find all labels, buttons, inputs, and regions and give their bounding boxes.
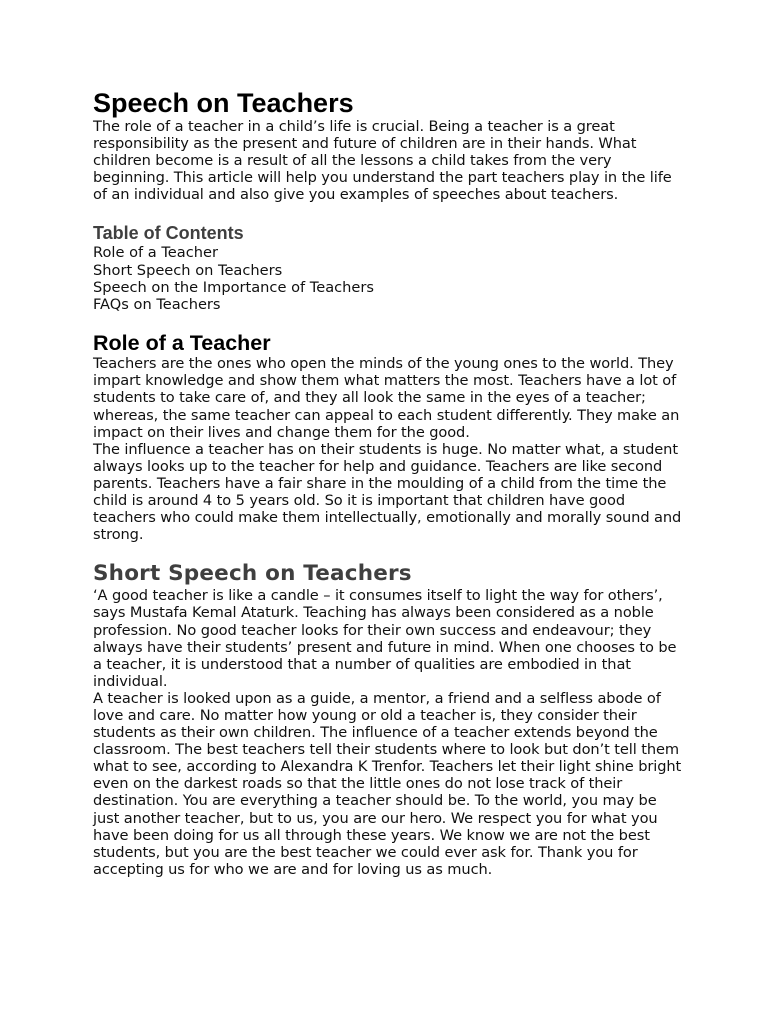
role-paragraph-2: The influence a teacher has on their students is huge. No matter what, a student always looks up to the teacher for help and guidance. Teachers are like second parents. Teachers have a fair share in the moulding of a child from the time the child is around 4 to 5 years old. So it is important that children have good teachers who could make them intellectually, emotionally and morally sound and strong. — [93, 440, 682, 544]
toc-item-short-speech[interactable]: Short Speech on Teachers — [93, 261, 283, 279]
section-heading-short-speech: Short Speech on Teachers — [93, 561, 412, 587]
role-paragraph-1: Teachers are the ones who open the minds of the young ones to the world. They impart knowledge and show them what matters the most. Teachers have a lot of students to take care of, and they all look the same in the eyes of a teacher; whereas, the same teacher can appeal to each student differently. They make an impact on their lives and change them for the good. — [93, 355, 680, 441]
short-speech-paragraph-2: A teacher is looked upon as a guide, a mentor, a friend and a selfless abode of love and care. No matter how young or old a teacher is, they consider their students as their own children. The influence of a teacher extends beyond the classroom. The best teachers tell their students where to look but don’t tell them what to see, according to Alexandra K Trenfor. Teachers let their light shine bright even on the darkest roads so that the little ones do not lose track of their destination. You are everything a teacher should be. To the world, you may be just another teacher, but to us, you are our hero. We respect you for what you have been doing for us all through these years. We know we are not the best students, but you are the best teacher we could ever ask for. Thank you for accepting us for who we are and for loving us as much. — [93, 689, 682, 878]
page-title: Speech on Teachers — [93, 88, 354, 118]
toc-item-faqs[interactable]: FAQs on Teachers — [93, 296, 221, 314]
section-heading-role: Role of a Teacher — [93, 331, 271, 356]
intro-paragraph: The role of a teacher in a child’s life is crucial. Being a teacher is a great responsibility as the present and future of children are in their hands. What children become is a result of all the lessons a child takes from the very beginning. This article will help you understand the part teachers play in the life of an individual and also give you examples of speeches about teachers. — [93, 118, 672, 204]
table-of-contents — [93, 244, 683, 313]
toc-item-importance[interactable]: Speech on the Importance of Teachers — [93, 278, 374, 296]
document-page — [93, 88, 683, 878]
toc-heading: Table of Contents — [93, 223, 244, 244]
short-speech-paragraph-1: ‘A good teacher is like a candle – it consumes itself to light the way for others’, says Mustafa Kemal Ataturk. Teaching has always been considered as a noble profession. No good teacher looks for their own success and endeavour; they always have their students’ present and future in mind. When one chooses to be a teacher, it is understood that a number of qualities are embodied in that individual. — [93, 587, 677, 690]
toc-item-role[interactable]: Role of a Teacher — [93, 244, 218, 262]
